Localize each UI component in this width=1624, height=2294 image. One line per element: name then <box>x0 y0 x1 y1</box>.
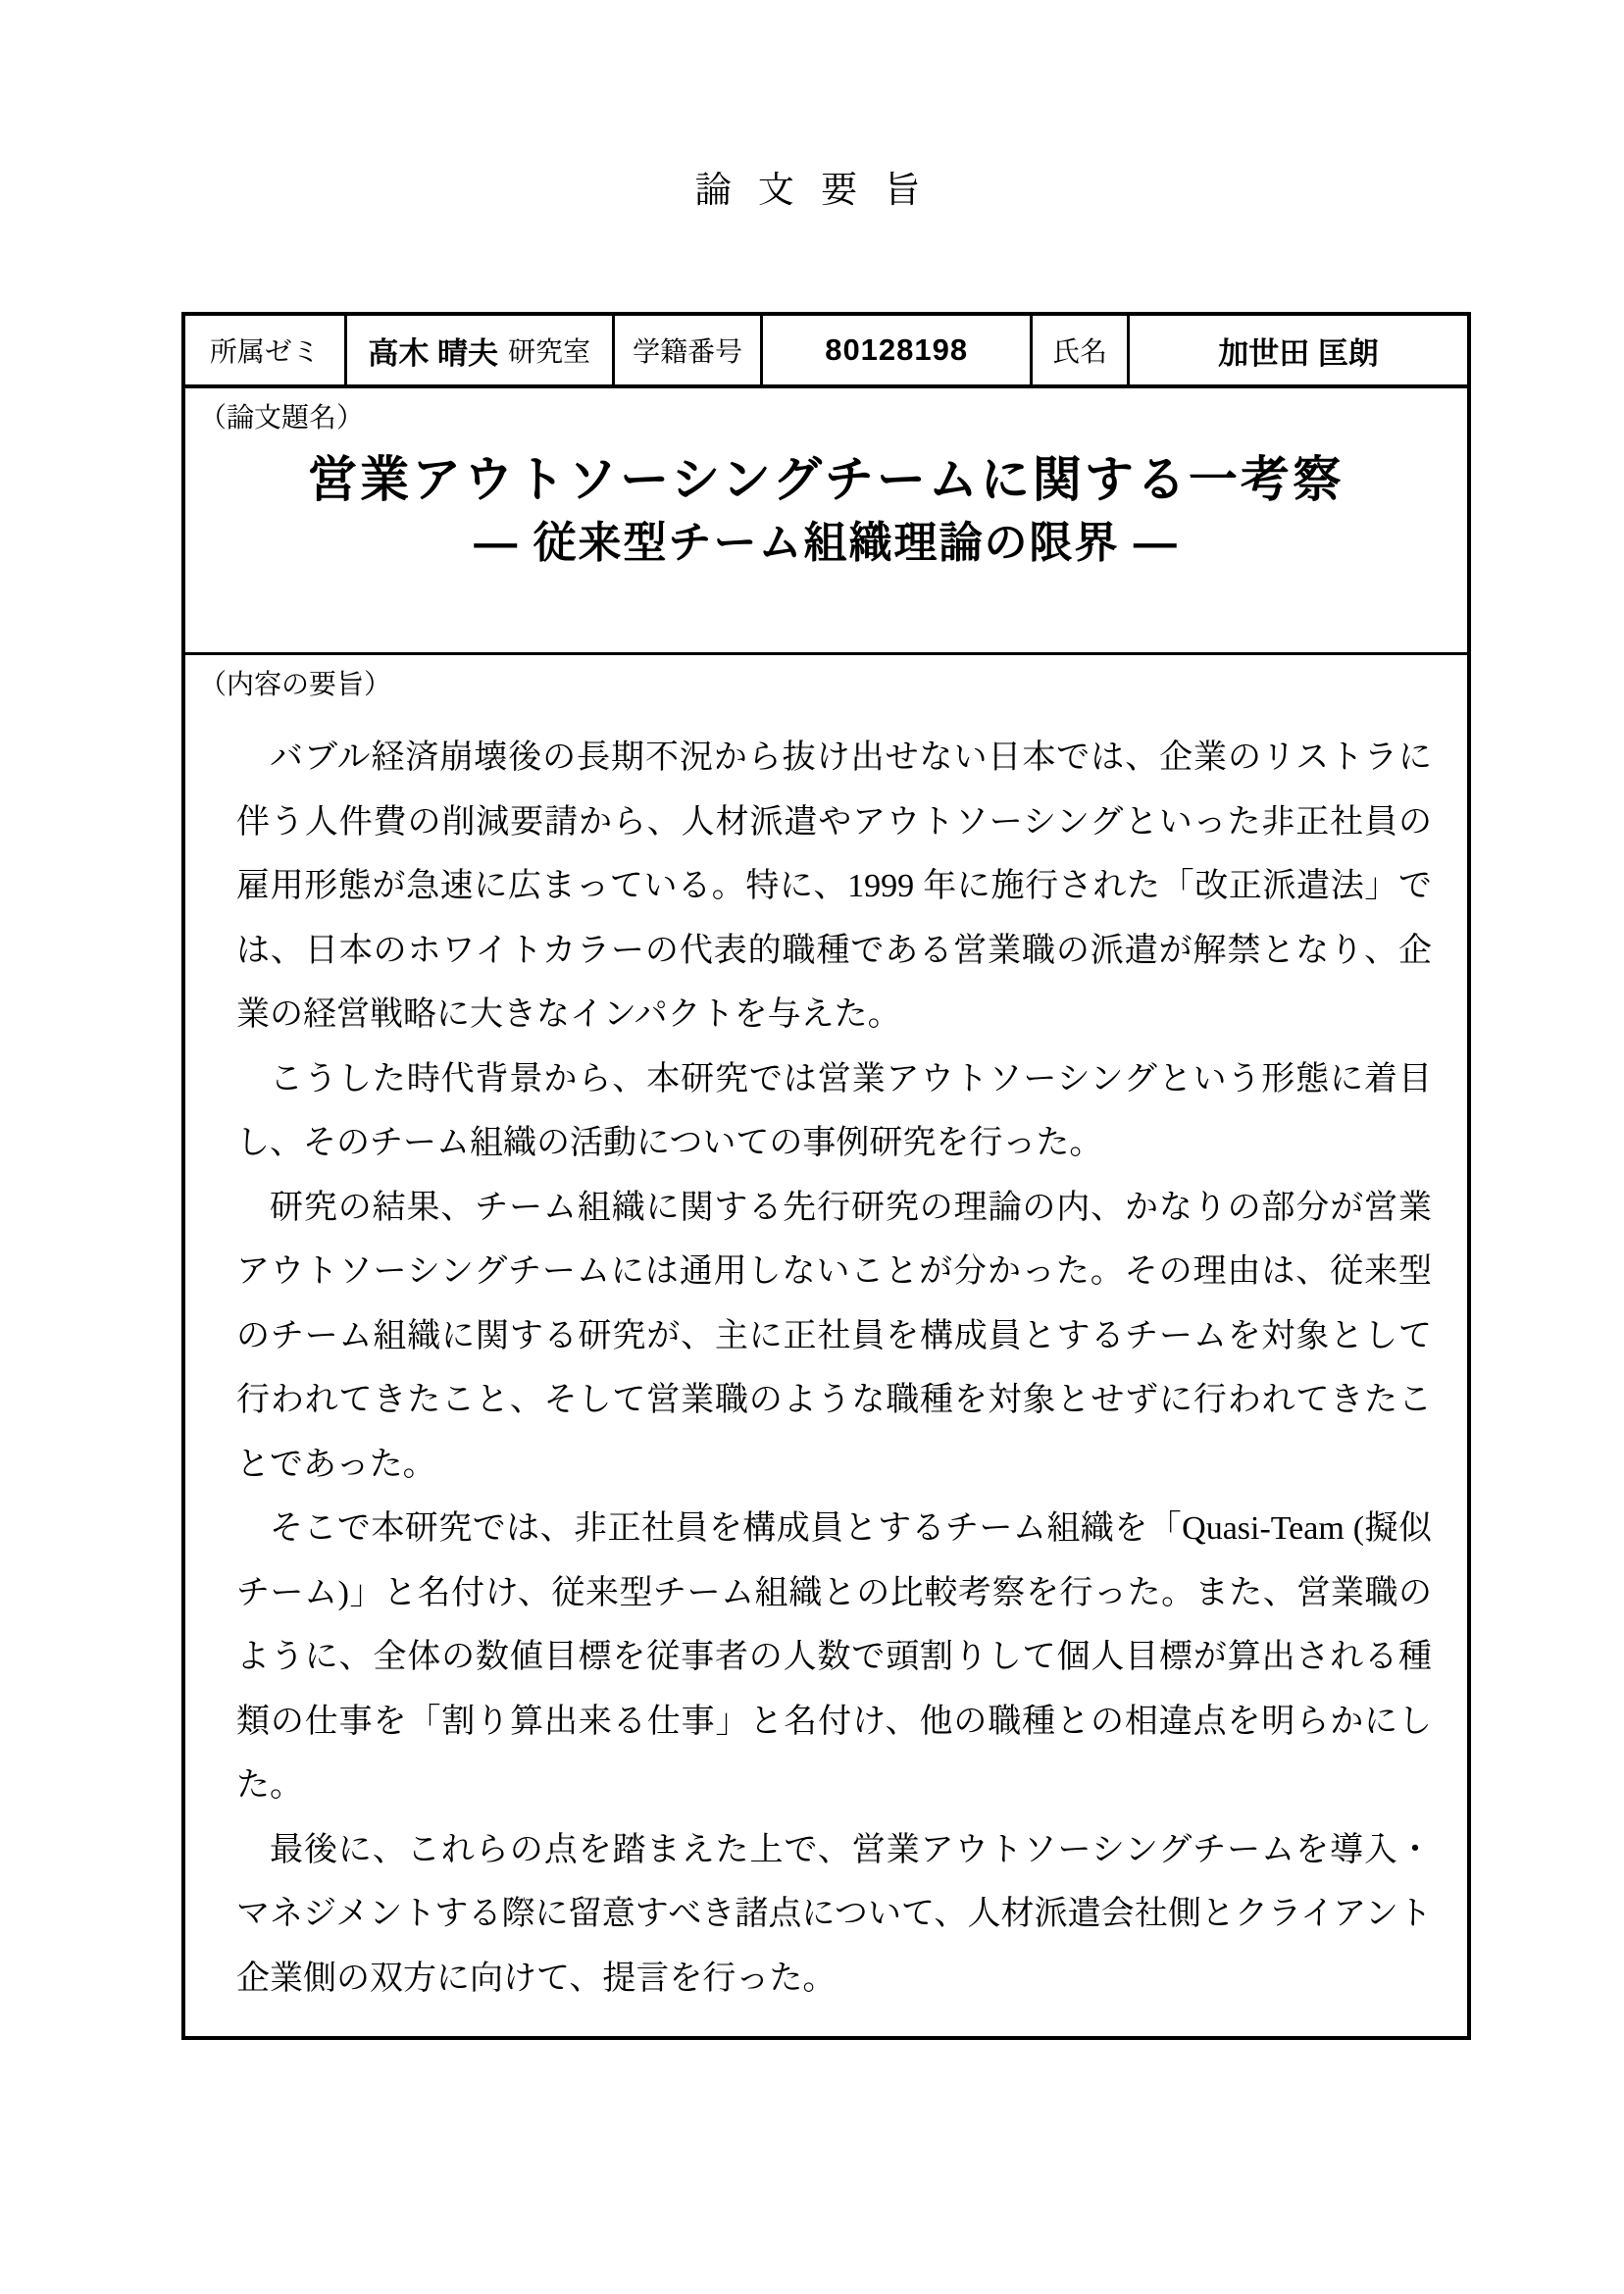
affiliation-label: 所属ゼミ <box>185 316 347 384</box>
student-id-label: 学籍番号 <box>615 316 764 384</box>
name-cell <box>1130 316 1467 384</box>
abstract-paragraph-5: 最後に、これらの点を踏まえた上で、営業アウトソーシングチームを導入・マネジメントする際に留意すべき諸点について、人材派遣会社側とクライアント企業側の双方に向けて、提言を行った。 <box>236 1831 1432 1997</box>
abstract-paragraph-4: そこで本研究では、非正社員を構成員とするチーム組織を「Quasi-Team (擬似チーム)」と名付け、従来型チーム組織との比較考察を行った。また、営業職のように、全体の数値目標を従事者の人数で頭割りして個人目標が算出される種類の仕事を「割り算出来る仕事」と名付け、他の職種との相違点を明らかにした。 <box>236 1510 1432 1804</box>
abstract-form-table <box>181 312 1471 2040</box>
header-row <box>185 316 1467 388</box>
student-name: 加世田 匡朗 <box>1218 335 1379 371</box>
abstract-body <box>236 726 1432 2011</box>
abstract-paragraph-1: バブル経済崩壊後の長期不況から抜け出せない日本では、企業のリストラに伴う人件費の削減要請から、人材派遣やアウトソーシングといった非正社員の雇用形態が急速に広まっている。特に、1999 年に施行された「改正派遣法」では、日本のホワイトカラーの代表的職種である営業職の派遣が解禁となり、企業の経営戦略に大きなインパクトを与えた。 <box>236 739 1432 1033</box>
abstract-paragraph-2: こうした時代背景から、本研究では営業アウトソーシングという形態に着目し、そのチーム組織の活動についての事例研究を行った。 <box>236 1060 1432 1161</box>
abstract-section <box>185 655 1467 2036</box>
thesis-title-line1: 営業アウトソーシングチームに関する一考察 <box>308 452 1345 507</box>
thesis-title-line2: ― 従来型チーム組織理論の限界 ― <box>474 519 1179 567</box>
student-id-value: 80128198 <box>825 332 969 367</box>
thesis-title <box>185 449 1467 571</box>
abstract-section-label: （内容の要旨） <box>199 670 392 700</box>
name-label: 氏名 <box>1033 316 1130 384</box>
advisor-name: 高木 晴夫 <box>368 335 499 371</box>
page-title: 論 文 要 旨 <box>694 171 930 211</box>
affiliation-suffix: 研究室 <box>508 337 591 368</box>
affiliation-value-cell <box>347 316 615 384</box>
thesis-title-section-label: （論文題名） <box>199 403 365 433</box>
thesis-title-section <box>185 388 1467 655</box>
abstract-paragraph-3: 研究の結果、チーム組織に関する先行研究の理論の内、かなりの部分が営業アウトソーシングチームには通用しないことが分かった。その理由は、従来型のチーム組織に関する研究が、主に正社員を構成員とするチームを対象として行われてきたこと、そして営業職のような職種を対象とせずに行われてきたことであった。 <box>236 1189 1432 1483</box>
student-id-cell <box>763 316 1032 384</box>
